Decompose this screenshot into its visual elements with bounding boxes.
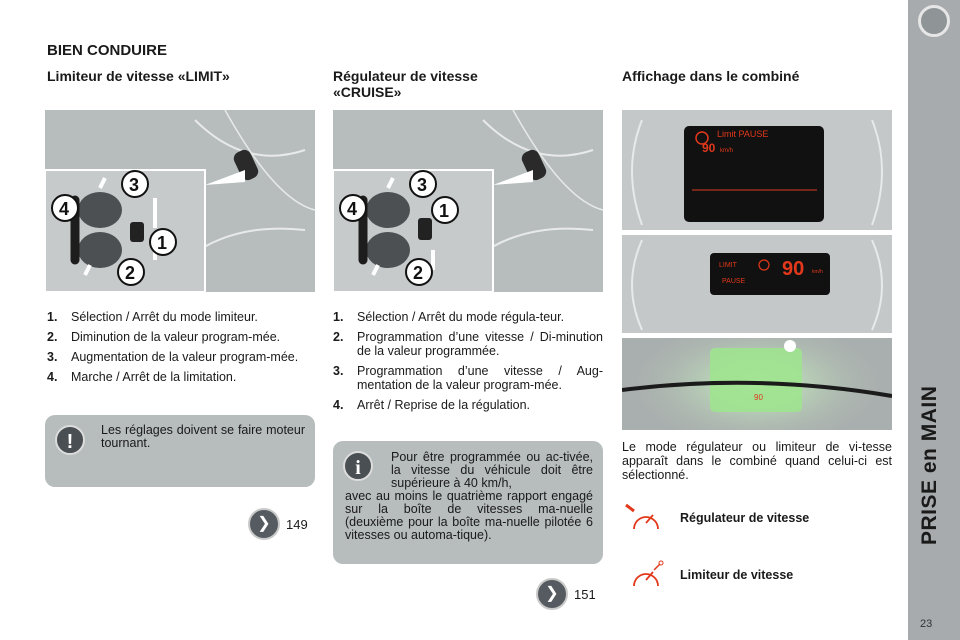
cruise-info-note	[333, 441, 603, 564]
item-number: 4.	[333, 398, 344, 412]
cruise-stalk-illustration	[333, 110, 603, 292]
item-text: Marche / Arrêt de la limitation.	[71, 370, 237, 384]
display2-speed: 90	[782, 258, 805, 280]
limit-section-title: Limiteur de vitesse «LIMIT»	[47, 68, 230, 84]
cruise-stalk-drawing	[333, 110, 603, 292]
display1-limit-pause: Limit PAUSE	[717, 129, 769, 139]
cruise-title-line1: Régulateur de vitesse	[333, 68, 478, 84]
list-item	[333, 310, 603, 324]
display2-pause: PAUSE	[722, 278, 746, 285]
item-text: Augmentation de la valeur program-mée.	[71, 350, 299, 364]
list-item	[47, 370, 315, 384]
item-text: Arrêt / Reprise de la régulation.	[357, 398, 531, 412]
arrow-right-icon: ❯	[536, 578, 568, 610]
item-text: Programmation d’une vitesse / Di-minution de la valeur programmée.	[357, 330, 603, 358]
limit-page-ref[interactable]	[248, 508, 308, 540]
limit-gauge-icon	[624, 560, 668, 590]
display2-unit: km/h	[812, 269, 823, 275]
item-text: Sélection / Arrêt du mode régula-teur.	[357, 310, 565, 324]
page-number: 23	[920, 618, 933, 630]
item-text: Diminution de la valeur program-mée.	[71, 330, 281, 344]
item-number: 3.	[333, 364, 344, 378]
cluster-display-2	[622, 235, 892, 333]
limit-callout-2: 2	[125, 263, 136, 283]
legend-cruise	[624, 503, 809, 533]
display-paragraph: Le mode régulateur ou limiteur de vi-tesse apparaît dans le combiné quand celui-ci est sélectionné.	[622, 440, 892, 482]
cruise-page-ref[interactable]	[536, 578, 596, 610]
limit-note-text: Les réglages doivent se faire moteur tournant.	[101, 423, 305, 450]
limit-stalk-drawing	[45, 110, 315, 292]
cluster-display-2-drawing	[622, 235, 892, 333]
display-section-title: Affichage dans le combiné	[622, 68, 800, 84]
list-item	[47, 330, 315, 344]
list-item	[333, 330, 603, 358]
legend-limit-label: Limiteur de vitesse	[680, 568, 794, 582]
head-up-display	[622, 338, 892, 430]
cruise-callout-2: 2	[413, 263, 424, 283]
cruise-note-tail: avec au moins le quatrième rapport engagé sur la boîte de vitesses ma-nuelle (deuxième pour la boîte ma-nuelle pilotée 6 vitesses ou automa-tique).	[345, 489, 593, 542]
cruise-function-list	[333, 310, 603, 418]
page-title: BIEN CONDUIRE	[47, 42, 168, 59]
cluster-display-1	[622, 110, 892, 230]
list-item	[333, 364, 603, 392]
arrow-right-icon: ❯	[248, 508, 280, 540]
limit-callout-3: 3	[129, 175, 140, 195]
item-number: 1.	[47, 310, 58, 324]
list-item	[47, 350, 315, 364]
head-up-display-drawing	[622, 338, 892, 430]
cruise-callout-3: 3	[417, 175, 428, 195]
section-circle-icon	[918, 5, 950, 37]
display1-speed: 90	[702, 141, 716, 155]
cruise-title-line2: «CRUISE»	[333, 84, 402, 100]
warning-icon: !	[55, 425, 85, 455]
cruise-callout-1: 1	[439, 201, 450, 221]
item-number: 4.	[47, 370, 58, 384]
item-number: 1.	[333, 310, 344, 324]
limit-stalk-illustration	[45, 110, 315, 292]
item-number: 3.	[47, 350, 58, 364]
limit-warning-note	[45, 415, 315, 487]
limit-callout-4: 4	[59, 199, 70, 219]
item-text: Programmation d’une vitesse / Aug-mentation de la valeur program-mée.	[357, 364, 603, 392]
section-sidebar	[908, 0, 960, 640]
cruise-section-title	[333, 68, 478, 100]
info-icon: i	[343, 451, 373, 481]
item-number: 2.	[47, 330, 58, 344]
limit-ref-number: 149	[286, 516, 308, 532]
display1-unit: km/h	[720, 148, 734, 154]
cruise-callout-4: 4	[347, 199, 358, 219]
cluster-display-1-drawing	[622, 110, 892, 230]
cruise-ref-number: 151	[574, 586, 596, 602]
cruise-gauge-icon	[624, 503, 668, 533]
list-item	[333, 398, 603, 412]
limit-function-list	[47, 310, 315, 390]
limit-callout-1: 1	[157, 233, 168, 253]
list-item	[47, 310, 315, 324]
item-number: 2.	[333, 330, 344, 344]
legend-limit	[624, 560, 793, 590]
hud-speed: 90	[754, 393, 763, 402]
item-text: Sélection / Arrêt du mode limiteur.	[71, 310, 258, 324]
display2-limit-label: LIMIT	[719, 262, 737, 269]
legend-cruise-label: Régulateur de vitesse	[680, 511, 810, 525]
section-label: PRISE en MAIN	[918, 385, 941, 545]
cruise-note-head: Pour être programmée ou ac-tivée, la vitesse du véhicule doit être supérieure à 40 km/h,	[391, 450, 593, 490]
